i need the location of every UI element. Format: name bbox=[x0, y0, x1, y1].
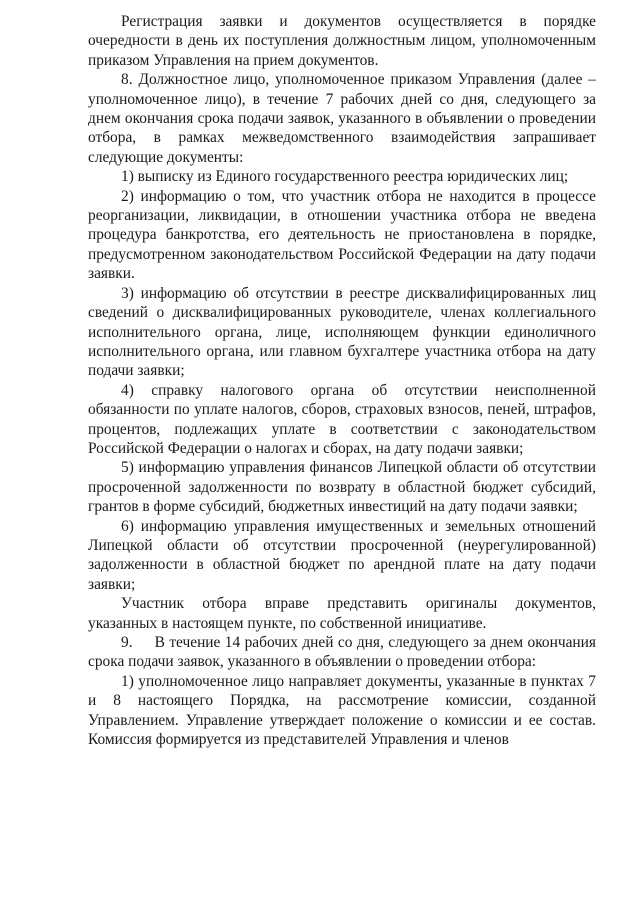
list-item-1-egrul: 1) выписку из Единого государственного реестра юридических лиц; bbox=[121, 168, 569, 186]
paragraph-registration: Регистрация заявки и документов осуществляется в порядке очередности в день их поступления должностным лицом, уполномоченным приказом Управления на прием документов. bbox=[88, 13, 600, 69]
paragraph-originals: Участник отбора вправе представить оригиналы документов, указанных в настоящем пункте, по собственной инициативе. bbox=[88, 595, 600, 632]
list-item-4-tax-certificate: 4) справку налогового органа об отсутствии неисполненной обязанности по уплате налогов, сборов, страховых взносов, пеней, штрафов, процентов, подлежащих уплате в соответствии с законодательством Российской Федерации о налогах и сборах, на дату подачи заявки; bbox=[88, 381, 600, 457]
list-item-3-disqualified: 3) информацию об отсутствии в реестре дисквалифицированных лиц сведений о дисквалифицированных руководителе, членах коллегиального исполнительного органа, лице, исполняющем функции единоличного исполнительного органа, или главном бухгалтере участника отбора на дату подачи заявки; bbox=[88, 284, 600, 380]
paragraph-item-9: 9. В течение 14 рабочих дней со дня, следующего за днем окончания срока подачи заявок, указанного в объявлении о проведении отбора: bbox=[88, 634, 600, 671]
list-item-5-finance-info: 5) информацию управления финансов Липецкой области об отсутствии просроченной задолженности по возврату в областной бюджет субсидий, грантов в форме субсидий, бюджетных инвестиций на дату подачи заявки; bbox=[88, 459, 600, 516]
document-page bbox=[88, 0, 600, 749]
list-item-6-property-info: 6) информацию управления имущественных и земельных отношений Липецкой области об отсутствии просроченной (неурегулированной) задолженности в областной бюджет по арендной плате на дату подачи заявки; bbox=[88, 517, 600, 593]
list-item-9-1-commission: 1) уполномоченное лицо направляет документы, указанные в пунктах 7 и 8 настоящего Порядка, на рассмотрение комиссии, созданной Управлением. Управление утверждает положение о комиссии и ее состав. Комиссия формируется из представителей Управления и членов bbox=[88, 672, 600, 749]
list-item-2-reorganization: 2) информацию о том, что участник отбора не находится в процессе реорганизации, ликвидации, в отношении участника отбора не введена процедура банкротства, его деятельность не приостановлена в порядке, предусмотренном законодательством Российской Федерации на дату подачи заявки. bbox=[88, 187, 600, 283]
paragraph-item-8: 8. Должностное лицо, уполномоченное приказом Управления (далее – уполномоченное лицо), в течение 7 рабочих дней со дня, следующего за днем окончания срока подачи заявок, указанного в объявлении о проведении отбора, в рамках межведомственного взаимодействия запрашивает следующие документы: bbox=[88, 71, 600, 166]
